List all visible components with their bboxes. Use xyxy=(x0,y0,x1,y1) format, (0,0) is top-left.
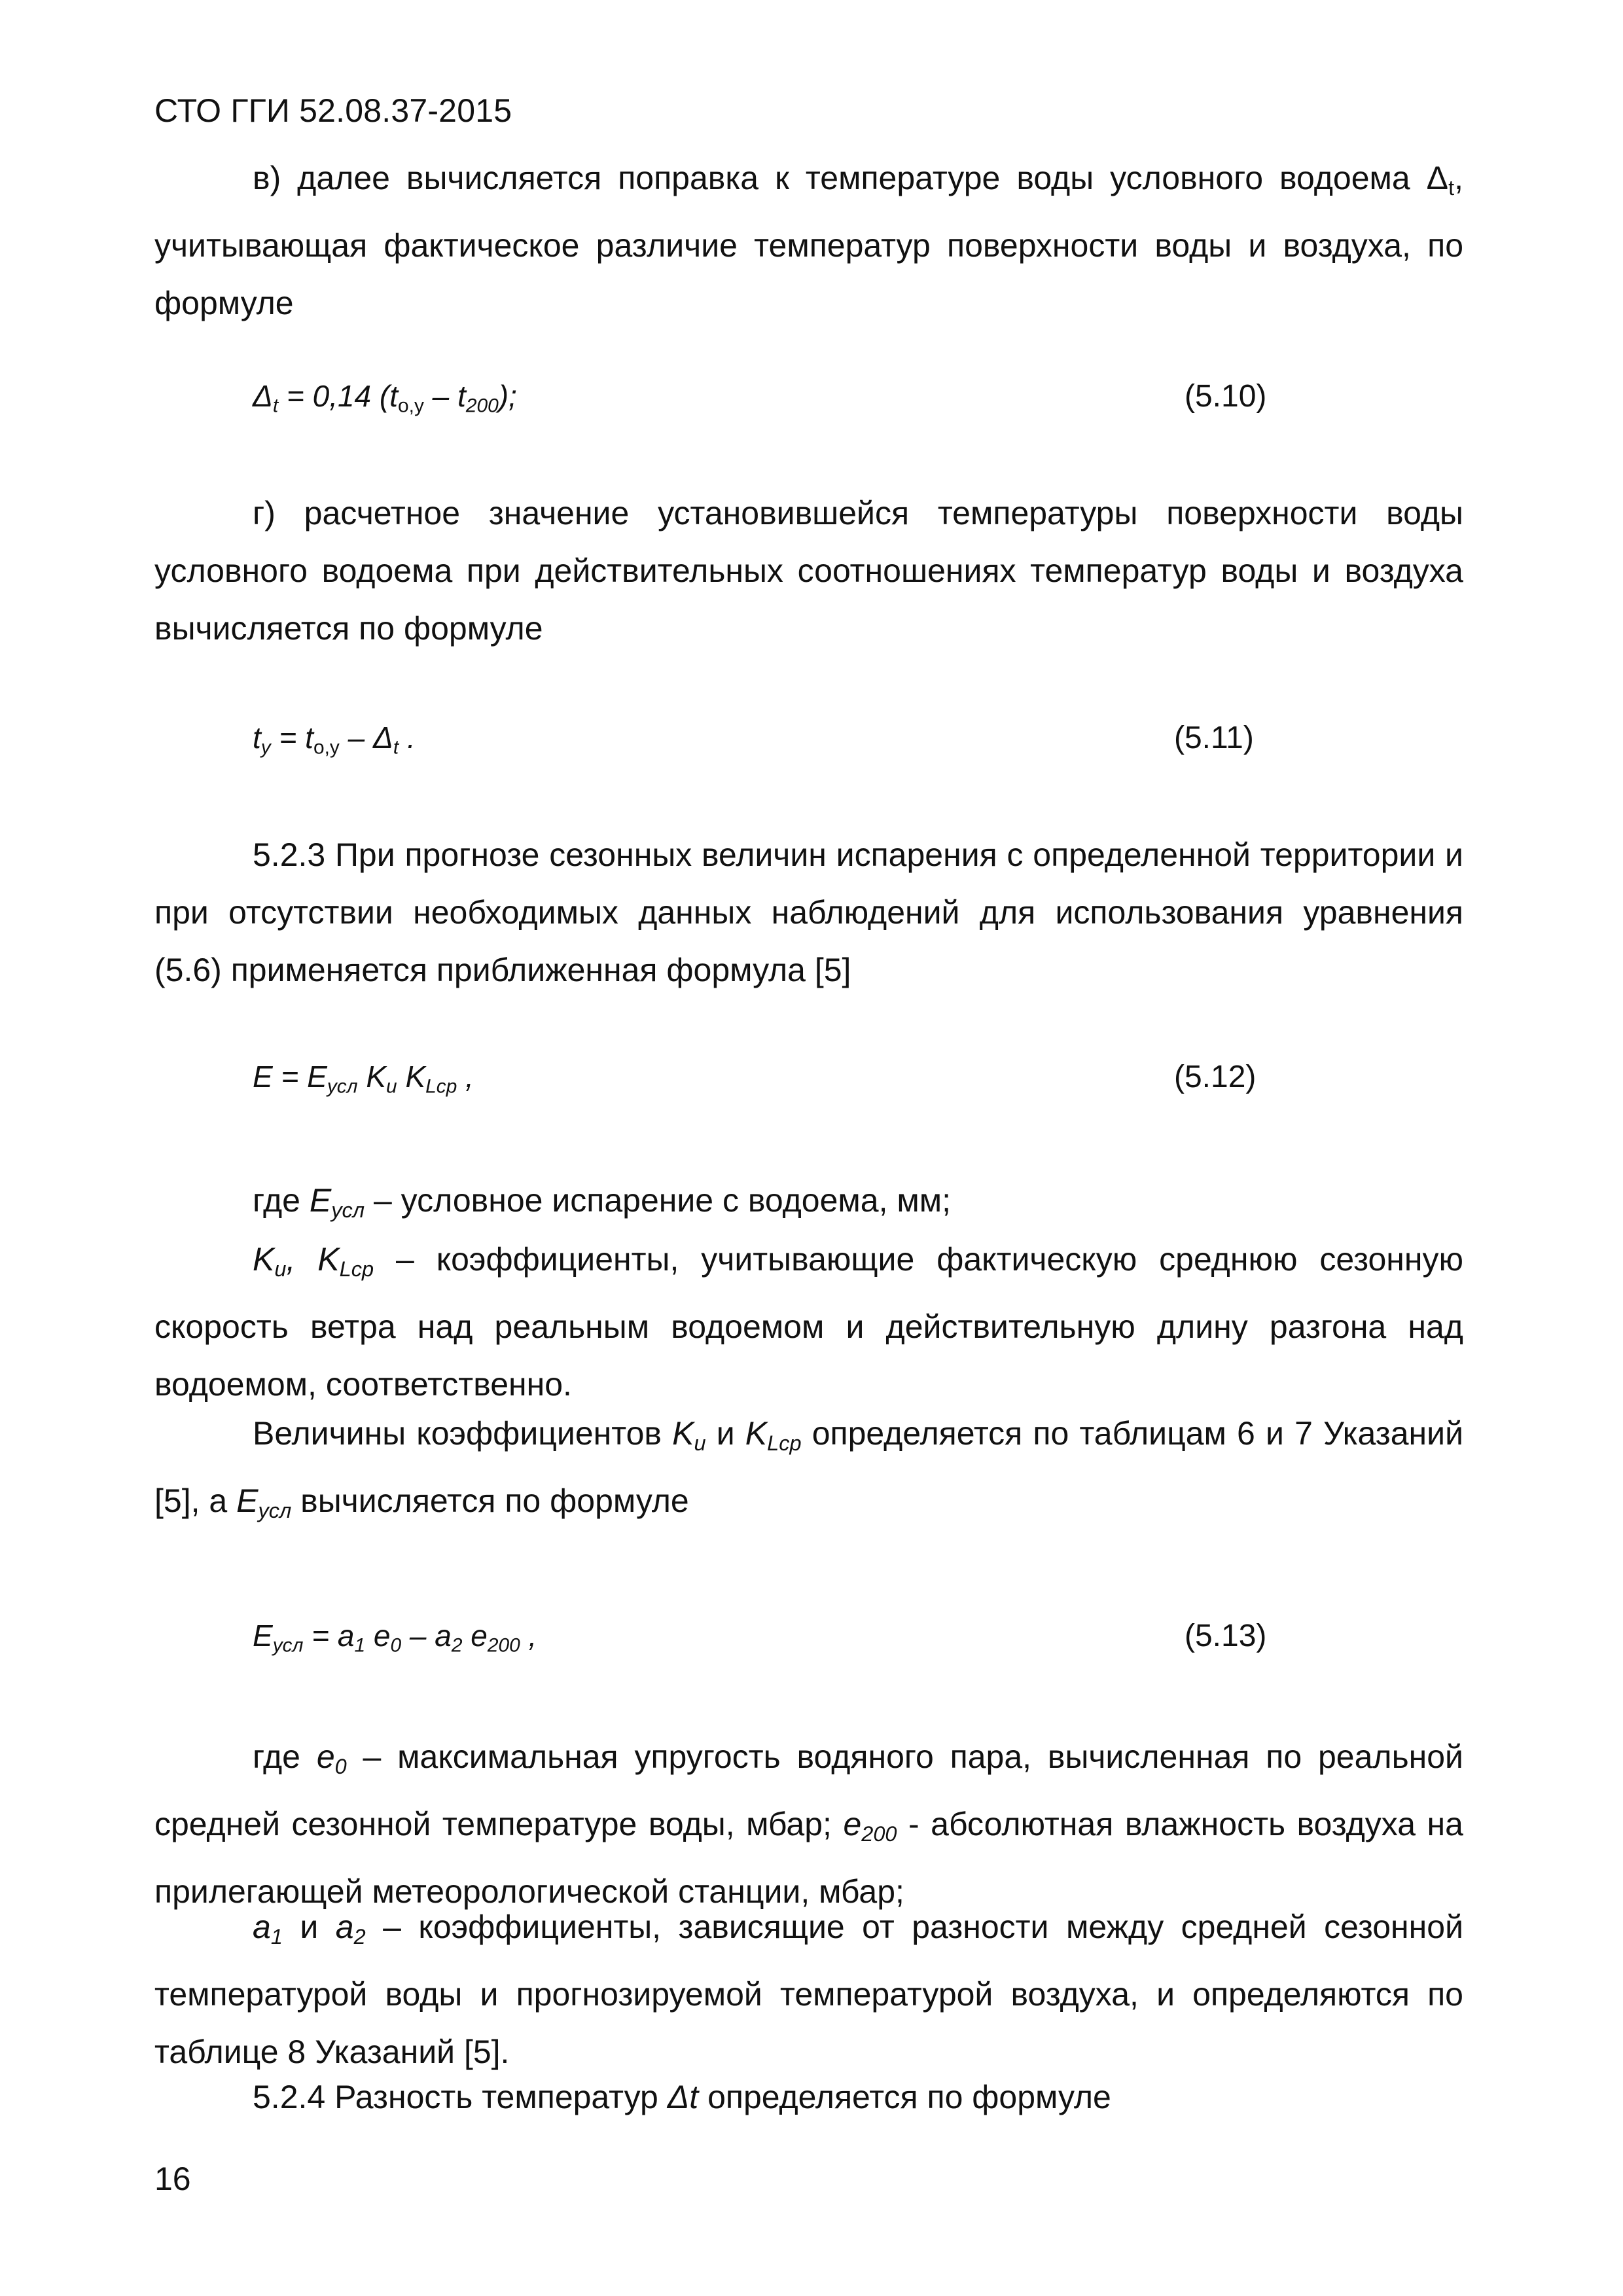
subscript: 200 xyxy=(861,1822,897,1846)
formula-5-10 xyxy=(253,378,517,417)
subscript: усл xyxy=(331,1198,365,1223)
paragraph-g-text: г) расчетное значение установившейся температуры поверхности воды условного водоема при действительных соотношениях температур воды и воздуха вычисляется по формуле xyxy=(154,495,1463,647)
symbol: t xyxy=(457,379,466,413)
subscript: Lср xyxy=(425,1075,457,1098)
subscript: t xyxy=(393,736,399,759)
operator: – xyxy=(423,379,458,413)
formula-number-5-13: (5.13) xyxy=(1185,1619,1267,1653)
symbol: K xyxy=(317,1241,340,1278)
subscript: о,у xyxy=(398,395,424,417)
text-run: , учитывающая фактическое различие температур поверхности воды и воздуха, по формуле xyxy=(154,160,1463,322)
text-run: Величины коэффициентов xyxy=(253,1415,673,1452)
symbol: K xyxy=(366,1060,387,1094)
symbol: а xyxy=(337,1619,355,1653)
subscript: 0 xyxy=(390,1634,402,1657)
text-run: = xyxy=(270,721,306,755)
subscript: 2 xyxy=(451,1634,463,1657)
paragraph-g xyxy=(154,484,1463,657)
paragraph-5-2-3-text: 5.2.3 При прогнозе сезонных величин испарения с определенной территории и при отсутствии необходимых данных наблюдений для использования уравнения (5.6) применяется приближенная формула [5] xyxy=(154,836,1463,988)
symbol: K xyxy=(405,1060,426,1094)
paragraph-v xyxy=(154,149,1463,332)
symbol: Δt xyxy=(667,2079,699,2115)
subscript: 0 xyxy=(334,1755,347,1779)
subscript: t xyxy=(1448,176,1455,200)
symbol: K xyxy=(745,1415,768,1452)
paragraph-k-text xyxy=(154,1230,1463,1413)
text-run: и xyxy=(705,1415,745,1452)
text-run: , xyxy=(286,1241,318,1278)
text-run: – условное испарение с водоема, мм; xyxy=(365,1182,952,1219)
symbol: Е xyxy=(309,1182,332,1219)
operator: – xyxy=(339,721,373,755)
text-run: - абсолютная влажность воздуха на прилегающей метеорологической станции, мбар; xyxy=(154,1806,1463,1910)
text-run: где xyxy=(253,1182,310,1219)
text-run: , xyxy=(457,1060,474,1094)
symbol: K xyxy=(672,1415,694,1452)
text-run: определяется по таблицам 6 и 7 Указаний [5], а xyxy=(154,1415,1464,1520)
text-run: = xyxy=(303,1619,338,1653)
symbol: е xyxy=(316,1738,335,1775)
formula-number-5-12: (5.12) xyxy=(1174,1060,1257,1094)
symbol: е xyxy=(843,1806,862,1843)
symbol: t xyxy=(389,379,399,413)
text-run: = xyxy=(272,1060,308,1094)
subscript: усл xyxy=(327,1075,358,1098)
formula-number-5-10: (5.10) xyxy=(1185,379,1267,414)
text-run: в) далее вычисляется поправка к температуре воды условного водоема Δ xyxy=(253,160,1449,196)
formula-5-11 xyxy=(253,720,416,759)
formula-5-12 xyxy=(253,1059,474,1098)
subscript: u xyxy=(386,1075,397,1098)
paragraph-a-coefficients xyxy=(154,1898,1463,2081)
text-run: определяется по формуле xyxy=(698,2079,1111,2115)
subscript: Lср xyxy=(339,1257,374,1282)
operator: – xyxy=(401,1619,435,1653)
paragraph-k-coefficients xyxy=(154,1230,1463,1413)
formula-number-5-11: (5.11) xyxy=(1174,721,1254,755)
subscript: Lср xyxy=(767,1431,802,1456)
paragraph-values-text xyxy=(154,1405,1463,1539)
subscript: u xyxy=(274,1257,287,1282)
paragraph-v-text xyxy=(154,149,1463,332)
subscript: о,у xyxy=(313,736,340,759)
symbol: Е xyxy=(253,1619,273,1653)
text-run: . xyxy=(399,721,416,755)
paragraph-where-e0 xyxy=(154,1728,1463,1920)
subscript: у xyxy=(260,736,271,759)
text-run: вычисляется по формуле xyxy=(291,1482,689,1520)
subscript: 1 xyxy=(270,1925,283,1949)
paragraph-values xyxy=(154,1405,1463,1539)
subscript: 200 xyxy=(487,1634,520,1657)
paragraph-where-e xyxy=(154,1172,1463,1239)
subscript: 200 xyxy=(465,395,499,417)
paragraph-5-2-4 xyxy=(154,2068,1463,2126)
text-run: ); xyxy=(498,379,517,413)
subscript: 1 xyxy=(354,1634,366,1657)
symbol: Δ xyxy=(372,721,393,755)
paragraph-5-2-3 xyxy=(154,826,1463,999)
subscript: усл xyxy=(258,1499,292,1523)
paragraph-a-text xyxy=(154,1898,1463,2081)
subscript: 2 xyxy=(353,1925,366,1949)
subscript: усл xyxy=(272,1634,304,1657)
text-run: и xyxy=(282,1909,336,1945)
text-run: – максимальная упругость водяного пара, вычисленная по реальной средней сезонной температуре воды, мбар; xyxy=(154,1738,1463,1843)
paragraph-where-e0-text xyxy=(154,1728,1463,1920)
symbol: K xyxy=(253,1241,275,1278)
symbol: Е xyxy=(236,1482,259,1520)
symbol: Δ xyxy=(253,379,273,413)
formula-5-13 xyxy=(253,1618,537,1657)
symbol: е xyxy=(462,1619,488,1653)
symbol: Е xyxy=(253,1060,273,1094)
symbol: Е xyxy=(307,1060,327,1094)
text-run: 5.2.4 Разность температур xyxy=(253,2079,668,2115)
text-run: = 0,14 ( xyxy=(278,379,390,413)
document-code-header: СТО ГГИ 52.08.37-2015 xyxy=(154,92,512,129)
page-number: 16 xyxy=(154,2161,191,2197)
text-run: , xyxy=(520,1619,537,1653)
symbol: а xyxy=(435,1619,452,1653)
symbol: t xyxy=(253,721,261,755)
symbol: t xyxy=(305,721,313,755)
symbol: а xyxy=(253,1909,271,1945)
subscript: t xyxy=(272,395,279,417)
symbol: е xyxy=(365,1619,391,1653)
subscript: u xyxy=(694,1431,706,1456)
text-run: где xyxy=(253,1738,317,1775)
paragraph-5-2-4-text xyxy=(154,2068,1463,2126)
text-run: – коэффициенты, учитывающие фактическую среднюю сезонную скорость ветра над реальным водоемом и действительную длину разгона над водоемом, соответственно. xyxy=(154,1241,1463,1403)
paragraph-where-e-text xyxy=(154,1172,1463,1239)
text-run: – коэффициенты, зависящие от разности между средней сезонной температурой воды и прогнозируемой температурой воздуха, и определяются по таблице 8 Указаний [5]. xyxy=(154,1909,1464,2071)
symbol: а xyxy=(335,1909,354,1945)
